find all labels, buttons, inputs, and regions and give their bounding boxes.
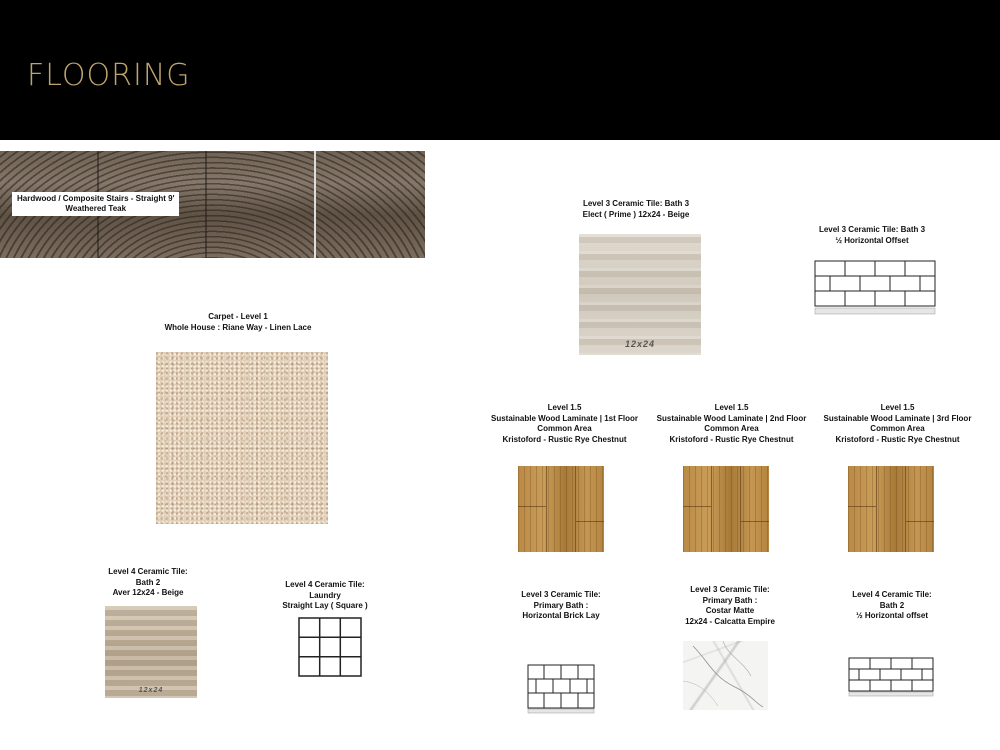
hardwood-label: Hardwood / Composite Stairs - Straight 9' Weathered Teak: [12, 192, 179, 216]
l3-primary-brick-caption: Level 3 Ceramic Tile: Primary Bath : Horizontal Brick Lay: [521, 590, 601, 620]
laminate-2-swatch: [683, 466, 769, 552]
square-grid-diagram: [298, 617, 362, 677]
carpet-caption: Carpet - Level 1 Whole House : Riane Way - Linen Lace: [164, 312, 312, 332]
carpet-swatch: [156, 352, 328, 524]
laminate-2-caption: Level 1.5 Sustainable Wood Laminate | 2nd Floor Common Area Kristoford - Rustic Rye Chestnut: [656, 403, 807, 444]
l4-bath2-tile-caption: Level 4 Ceramic Tile: Bath 2 Aver 12x24 - Beige: [108, 567, 188, 597]
marble-swatch: [683, 641, 768, 710]
header-bar: [0, 0, 1000, 140]
laminate-3-swatch: [848, 466, 934, 552]
tile-size-mark: 12x24: [624, 339, 656, 349]
half-offset-diagram-small: [848, 657, 934, 697]
half-offset-diagram: [814, 260, 936, 316]
page-title: FLOORING: [27, 58, 191, 93]
l3-bath3-tile-swatch: [579, 234, 701, 355]
laminate-3-caption: Level 1.5 Sustainable Wood Laminate | 3rd Floor Common Area Kristoford - Rustic Rye Chestnut: [823, 403, 972, 444]
l3-bath3-offset-caption: Level 3 Ceramic Tile: Bath 3 ½ Horizontal Offset: [818, 225, 926, 245]
l4-laundry-caption: Level 4 Ceramic Tile: Laundry Straight Lay ( Square ): [282, 580, 368, 610]
l3-bath3-tile-caption: Level 3 Ceramic Tile: Bath 3 Elect ( Prime ) 12x24 - Beige: [582, 199, 690, 219]
brick-lay-diagram: [527, 664, 595, 714]
tile-size-mark: 12x24: [138, 687, 164, 694]
laminate-1-swatch: [518, 466, 604, 552]
hardwood-swatch: [0, 151, 425, 258]
l4-bath2-tile-swatch: [105, 606, 197, 698]
l3-primary-marble-caption: Level 3 Ceramic Tile: Primary Bath : Costar Matte 12x24 - Calcatta Empire: [685, 585, 775, 626]
laminate-1-caption: Level 1.5 Sustainable Wood Laminate | 1st Floor Common Area Kristoford - Rustic Rye Chestnut: [491, 403, 638, 444]
l4-bath2-offset-caption: Level 4 Ceramic Tile: Bath 2 ½ Horizontal offset: [852, 590, 932, 620]
